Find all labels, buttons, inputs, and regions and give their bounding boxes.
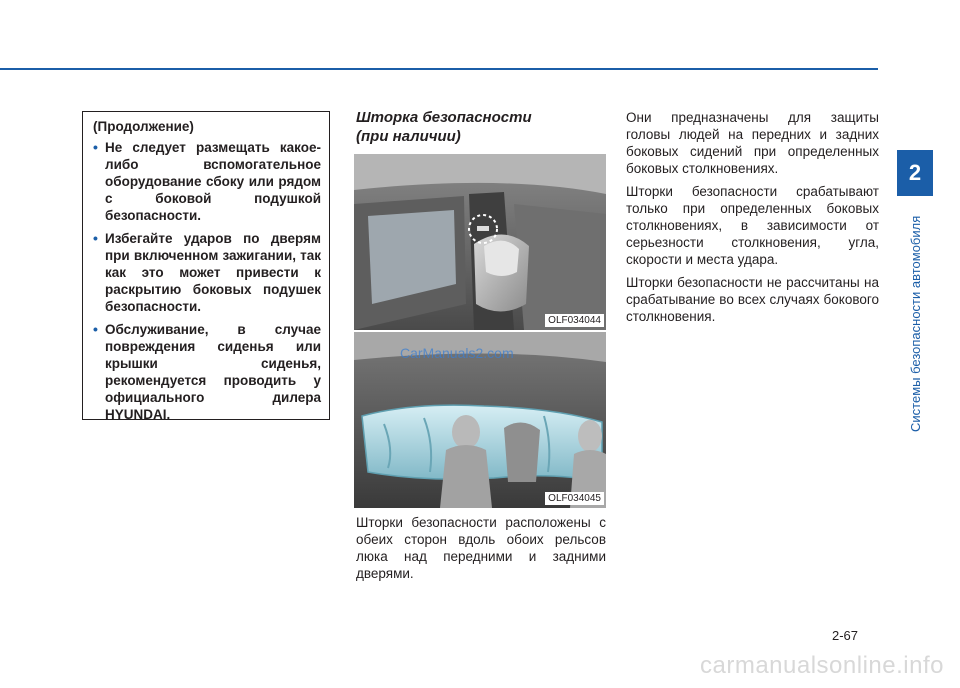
chapter-title-vertical — [870, 200, 960, 436]
caution-heading: (Продолжение) — [93, 119, 194, 134]
section-title-line2: (при наличии) — [356, 128, 461, 145]
paragraph: Шторки безопасности не рассчитаны на срабатывание во всех случаях бокового столкновения. — [626, 275, 879, 324]
caution-box — [82, 111, 330, 420]
paragraph: Шторки безопасности срабатывают только при определенных боковых столкновениях, в зависимости от серьезности столкновения, угла, скорости и места удара. — [626, 184, 879, 267]
watermark-text: CarManuals2.com — [400, 345, 514, 361]
page-number: 2-67 — [832, 628, 859, 643]
figure-caption: Шторки безопасности расположены с обеих сторон вдоль обоих рельсов люка над передними и задними дверями. — [356, 515, 606, 581]
figure-label: OLF034045 — [545, 492, 604, 505]
caution-item: • Обслуживание, в случае повреждения сиденья или крышки сиденья, рекомендуется проводить у официального дилера HYUNDAI. — [93, 321, 321, 423]
header-rule — [0, 68, 878, 70]
curtain-airbag-location-illustration — [354, 154, 606, 330]
caution-item: • Не следует размещать какое-либо вспомогательное оборудование сбоку или рядом с боковой подушкой безопасности. — [93, 139, 321, 224]
chapter-title: Системы безопасности автомобиля — [908, 215, 923, 432]
chapter-number-tab: 2 — [897, 150, 933, 196]
figure-airbag-location — [354, 154, 606, 330]
footer-watermark: carmanualsonline.info — [700, 652, 944, 679]
caution-list — [93, 139, 321, 423]
paragraph: Они предназначены для защиты головы людей на передних и задних боковых сидений при определенных боковых столкновениях. — [626, 110, 879, 176]
section-title-line1: Шторка безопасности — [356, 109, 532, 126]
body-text-column — [626, 109, 879, 331]
figure-label: OLF034044 — [545, 314, 604, 327]
caution-item: • Избегайте ударов по дверям при включенном зажигании, так как это может привести к раскрытию боковых подушек безопасности. — [93, 230, 321, 315]
section-title — [356, 108, 606, 146]
